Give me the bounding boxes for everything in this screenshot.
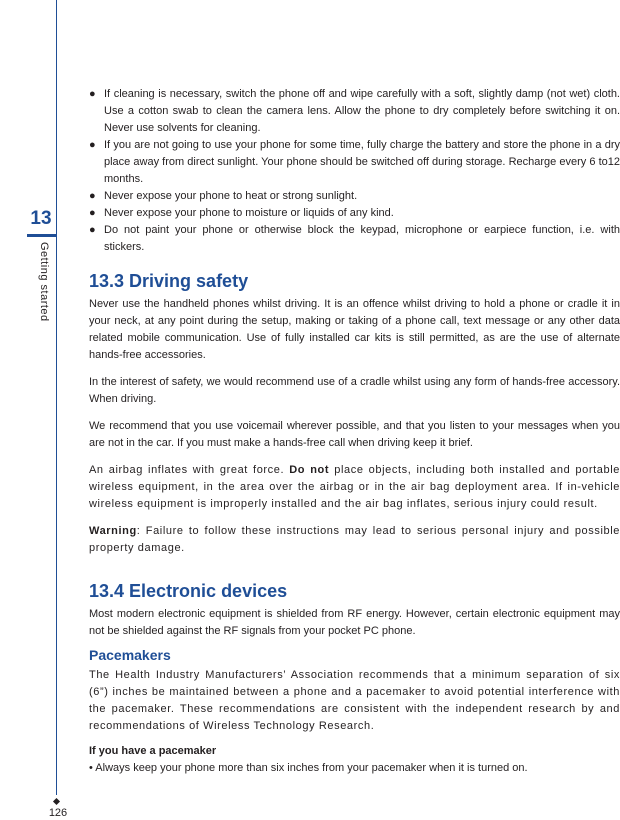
- do-not-emphasis: Do not: [289, 464, 330, 476]
- bullet-icon: ●: [89, 88, 96, 100]
- chapter-number: 13: [30, 208, 52, 229]
- list-item: ● Never expose your phone to moisture or liquids of any kind.: [89, 205, 620, 222]
- bullet-icon: ●: [89, 207, 96, 219]
- pacemaker-paragraph: The Health Industry Manufacturers’ Association recommends that a minimum separation of six (6”) inches be maintained between a phone and a pacemaker to avoid potential interference with the pacemaker. These recommendations are consistent with the independent research by and recommendations of Wireless Technology Research.: [89, 669, 620, 732]
- chapter-underline: [27, 234, 56, 237]
- care-list: [89, 86, 620, 256]
- electronic-devices-heading: 13.4 Electronic devices: [89, 581, 288, 601]
- list-item: ● If you are not going to use your phone for some time, fully charge the battery and store the phone in a dry place away from direct sunlight. Your phone should be switched off during storage. Recharge every 6 to12 months.: [89, 139, 620, 185]
- page-content: [89, 86, 620, 777]
- bullet-icon: ●: [89, 139, 96, 151]
- driving-paragraph: Never use the handheld phones whilst driving. It is an offence whilst driving to hold a phone or cradle it in your neck, at any point during the setup, making or taking of a phone call, text message or any other data related mobile communication. Use of fully installed car kits is still permitted, as are the use of alternate hands-free accessories.: [89, 298, 620, 361]
- diamond-icon: [53, 798, 60, 805]
- driving-paragraph: We recommend that you use voicemail wherever possible, and that you listen to your messages when you are not in the car. If you must make a hands-free call when driving keep it brief.: [89, 420, 620, 449]
- warning-label: Warning: [89, 525, 137, 537]
- driving-paragraph: In the interest of safety, we would recommend use of a cradle whilst using any form of hands-free accessory. When driving.: [89, 376, 620, 405]
- bullet-icon: ●: [89, 190, 96, 202]
- margin-rule: [56, 0, 57, 795]
- driving-safety-heading: 13.3 Driving safety: [89, 271, 249, 291]
- bullet-icon: ●: [89, 224, 96, 236]
- if-pacemaker-subheading: If you have a pacemaker: [89, 745, 217, 757]
- pacemaker-bullet: • Always keep your phone more than six inches from your pacemaker when it is turned on.: [89, 762, 528, 774]
- list-item: ● If cleaning is necessary, switch the phone off and wipe carefully with a soft, slightly damp (not wet) cloth. Use a cotton swab to clean the camera lens. Allow the phone to dry completely before switching it on. Never use solvents for cleaning.: [89, 88, 620, 134]
- airbag-paragraph: An airbag inflates with great force. Do not place objects, including both installed and portable wireless equipment, in the area over the airbag or in the air bag deployment area. If in-vehicle wireless equipment is improperly installed and the air bag inflates, serious injury could result.: [89, 464, 620, 510]
- warning-paragraph: Warning: Failure to follow these instructions may lead to serious personal injury and possible property damage.: [89, 525, 620, 554]
- list-item: ● Never expose your phone to heat or strong sunlight.: [89, 188, 620, 205]
- chapter-title: Getting started: [38, 242, 50, 322]
- page-number: 126: [48, 807, 68, 819]
- electronic-paragraph: Most modern electronic equipment is shielded from RF energy. However, certain electronic equipment may not be shielded against the RF signals from your pocket PC phone.: [89, 608, 620, 637]
- list-item: ● Do not paint your phone or otherwise block the keypad, microphone or earpiece function, i.e. with stickers.: [89, 224, 620, 253]
- pacemakers-heading: Pacemakers: [89, 647, 171, 663]
